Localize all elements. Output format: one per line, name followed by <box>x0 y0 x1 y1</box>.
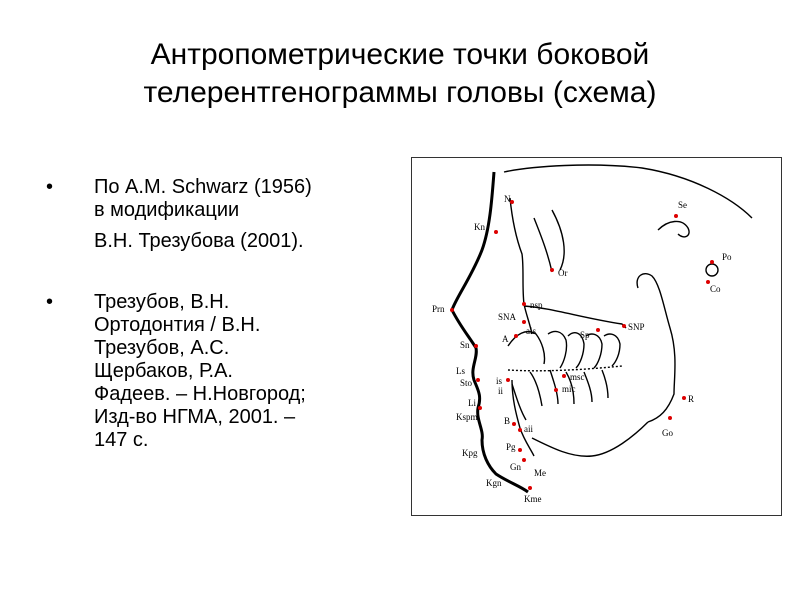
point-Sn <box>474 344 478 348</box>
bullet-line: Ортодонтия / В.Н. <box>94 314 261 336</box>
point-Kme <box>528 486 532 490</box>
bullet-line: Изд-во НГМА, 2001. – <box>94 406 296 428</box>
porion-ring <box>706 264 718 276</box>
cephalogram-svg <box>412 158 781 515</box>
label-A: A <box>502 334 509 344</box>
point-N <box>510 200 514 204</box>
bullet-continuation: В.Н. Трезубова (2001). <box>94 230 304 252</box>
point-Sp <box>596 328 600 332</box>
label-ii: ii <box>498 386 504 396</box>
point-A <box>514 334 518 338</box>
upper-teeth <box>508 332 620 368</box>
label-Gn: Gn <box>510 462 521 472</box>
label-N: N <box>504 194 511 204</box>
bullet-line: Трезубов, В.Н. <box>94 291 230 313</box>
label-Kspm: Kspm <box>456 412 478 422</box>
bullet-line: По А.М. Schwarz (1956) <box>94 176 312 198</box>
label-Sto: Sto <box>460 378 473 388</box>
point-SNP <box>622 324 626 328</box>
bullet-line: в модификации <box>94 199 240 221</box>
label-Co: Co <box>710 284 721 294</box>
label-SNP: SNP <box>628 322 645 332</box>
sella-outline <box>658 221 689 236</box>
mandible-outline <box>532 422 648 456</box>
point-Gn <box>522 458 526 462</box>
bullet-item <box>46 291 396 452</box>
title-line-1: Антропометрические точки боковой <box>150 38 650 71</box>
bullet-marker: • <box>46 291 54 313</box>
bullet-line: 147 с. <box>94 429 149 451</box>
point-Pg <box>518 448 522 452</box>
point-Go <box>668 416 672 420</box>
label-Sn: Sn <box>460 340 470 350</box>
orbit-outline <box>534 210 564 272</box>
label-Or: Or <box>558 268 568 278</box>
label-Kn: Kn <box>474 222 485 232</box>
point-Po <box>710 260 714 264</box>
label-Po: Po <box>722 252 732 262</box>
soft-tissue-profile <box>452 172 528 492</box>
skull-outline <box>504 165 752 218</box>
label-nsp: nsp <box>530 300 543 310</box>
point-Li <box>478 406 482 410</box>
bullet-list <box>46 176 396 452</box>
occlusal-line <box>508 366 622 371</box>
ramus-outline <box>637 274 675 422</box>
point-Se <box>674 214 678 218</box>
label-Sp: Sp <box>580 330 590 340</box>
label-Go: Go <box>662 428 673 438</box>
label-Pg: Pg <box>506 442 516 452</box>
label-mic: mic <box>562 384 576 394</box>
point-B <box>512 422 516 426</box>
label-Kgn: Kgn <box>486 478 502 488</box>
label-SNA: SNA <box>498 312 517 322</box>
label-R: R <box>688 394 695 404</box>
label-msc: msc <box>570 372 585 382</box>
point-R <box>682 396 686 400</box>
label-Se: Se <box>678 200 687 210</box>
label-Kme: Kme <box>524 494 542 504</box>
label-B: B <box>504 416 511 426</box>
label-aii: aii <box>524 424 533 434</box>
label-ais: ais <box>526 326 536 336</box>
bullet-marker: • <box>46 176 54 198</box>
point-Kn <box>494 230 498 234</box>
slide-title <box>40 36 760 112</box>
label-Kpg: Kpg <box>462 448 478 458</box>
bullet-line: Щербаков, Р.А. <box>94 360 233 382</box>
label-Me: Me <box>534 468 546 478</box>
bullet-item <box>46 176 396 222</box>
label-Ls: Ls <box>456 366 465 376</box>
label-is: is <box>496 376 503 386</box>
point-msc <box>562 374 566 378</box>
label-Li: Li <box>468 398 476 408</box>
point-is <box>506 378 510 382</box>
point-Prn <box>450 308 454 312</box>
label-Prn: Prn <box>432 304 445 314</box>
point-mic <box>554 388 558 392</box>
bullet-line: Фадеев. – Н.Новгород; <box>94 383 306 405</box>
point-nsp <box>522 302 526 306</box>
point-Sto <box>476 378 480 382</box>
bullet-line: Трезубов, А.С. <box>94 337 230 359</box>
point-SNA <box>522 320 526 324</box>
title-line-2: телерентгенограммы головы (схема) <box>143 76 657 109</box>
cephalogram-diagram <box>411 157 782 516</box>
lower-teeth <box>512 370 608 420</box>
point-Or <box>550 268 554 272</box>
point-aii <box>518 428 522 432</box>
